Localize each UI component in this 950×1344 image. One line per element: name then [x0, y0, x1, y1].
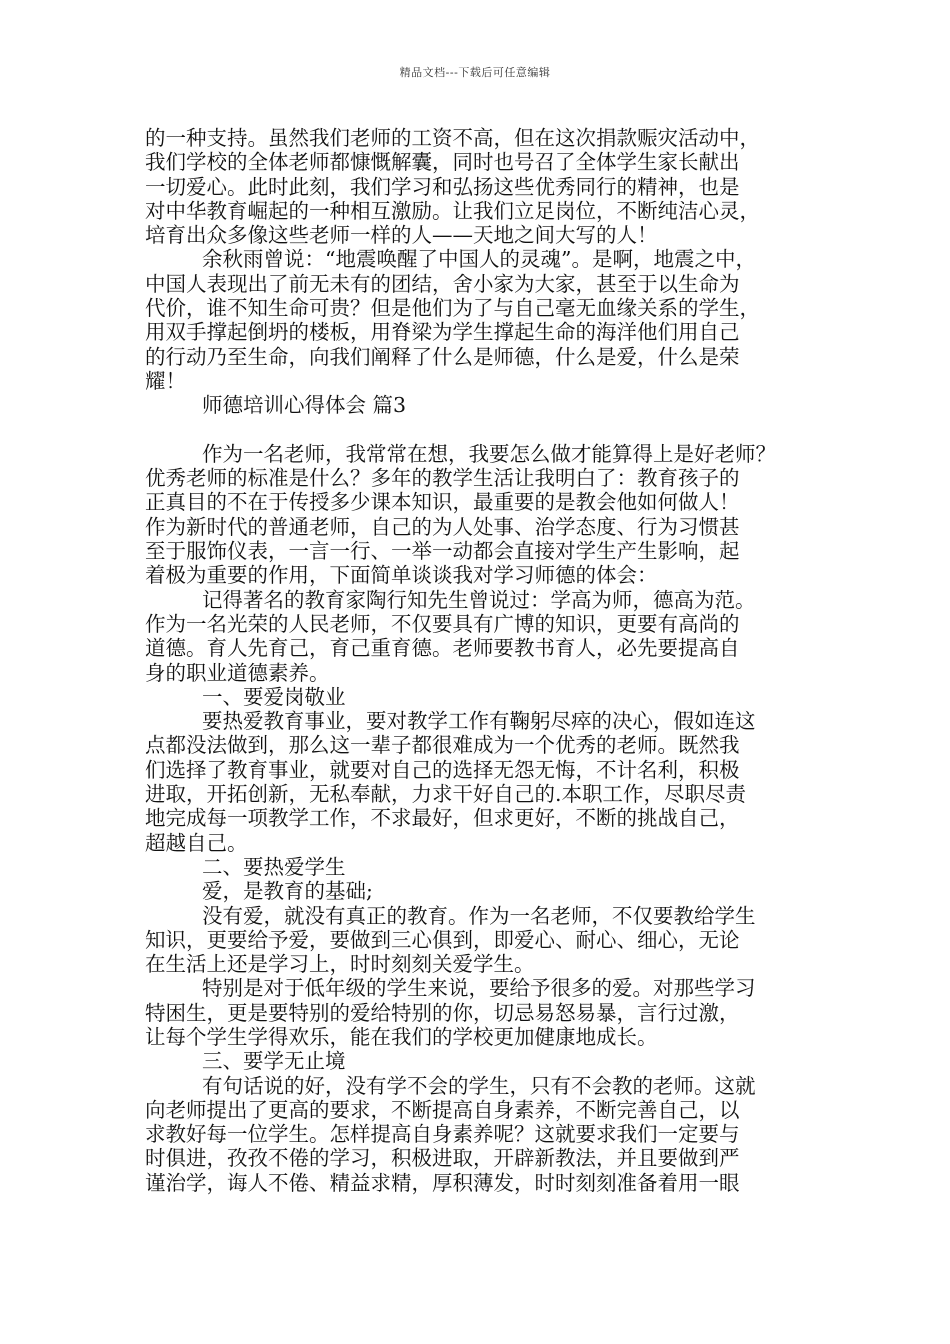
text-line: 用双手撑起倒坍的楼板，用脊梁为学生撑起生命的海洋他们用自己 [145, 320, 740, 345]
text-line: 余秋雨曾说：“地震唤醒了中国人的灵魂”。是啊，地震之中， [202, 247, 756, 272]
text-line: 作为一名光荣的人民老师，不仅要具有广博的知识，更要有高尚的 [145, 611, 740, 636]
page-header: 精品文档---下载后可任意编辑 [399, 66, 551, 79]
blank-line [145, 418, 809, 442]
text-line: 让每个学生学得欢乐，能在我们的学校更加健康地成长。 [145, 1024, 658, 1049]
text-line: 知识，更要给予爱，要做到三心俱到，即爱心、耐心、细心，无论 [145, 927, 740, 952]
text-line: 求教好每一位学生。怎样提高自身素养呢？这就要求我们一定要与 [145, 1122, 740, 1147]
text-line: 三、要学无止境 [202, 1049, 346, 1074]
text-line: 我们学校的全体老师都慷慨解囊，同时也号召了全体学生家长献出 [145, 150, 740, 175]
text-line: 一切爱心。此时此刻，我们学习和弘扬这些优秀同行的精神，也是 [145, 174, 740, 199]
text-line: 谨治学，诲人不倦、精益求精，厚积薄发，时时刻刻准备着用一眼 [145, 1170, 740, 1195]
text-line: 着极为重要的作用，下面简单谈谈我对学习师德的体会： [145, 563, 658, 588]
text-line: 耀！ [145, 368, 186, 393]
text-line: 至于服饰仪表，一言一行、一举一动都会直接对学生产生影响，起 [145, 539, 740, 564]
text-line: 地完成每一项教学工作，不求最好，但求更好，不断的挑战自己， [145, 806, 740, 831]
text-line: 进取，开拓创新，无私奉献，力求干好自己的.本职工作，尽职尽责 [145, 782, 747, 807]
text-line: 向老师提出了更高的要求，不断提高自身素养，不断完善自己，以 [145, 1097, 740, 1122]
text-line: 一、要爱岗敬业 [202, 684, 346, 709]
text-line: 有句话说的好，没有学不会的学生，只有不会教的老师。这就 [202, 1073, 756, 1098]
text-line: 的一种支持。虽然我们老师的工资不高，但在这次捐款赈灾活动中， [145, 126, 760, 150]
text-line: 的行动乃至生命，向我们阐释了什么是师德，什么是爱，什么是荣 [145, 344, 740, 369]
text-line: 特别是对于低年级的学生来说，要给予很多的爱。对那些学习 [202, 976, 756, 1001]
text-line: 作为新时代的普通老师，自己的为人处事、治学态度、行为习惯甚 [145, 514, 740, 539]
text-line: 在生活上还是学习上，时时刻刻关爱学生。 [145, 952, 535, 977]
text-line: 道德。育人先育己，育己重育德。老师要教书育人，必先要提高自 [145, 636, 740, 661]
text-line: 点都没法做到，那么这一辈子都很难成为一个优秀的老师。既然我 [145, 733, 740, 758]
text-line: 没有爱，就没有真正的教育。作为一名老师，不仅要教给学生 [202, 903, 756, 928]
text-line: 师德培训心得体会 篇3 [202, 393, 407, 418]
text-line: 中国人表现出了前无未有的团结，舍小家为大家，甚至于以生命为 [145, 271, 740, 296]
text-line: 正真目的不在于传授多少课本知识，最重要的是教会他如何做人！ [145, 490, 740, 515]
text-line: 代价，谁不知生命可贵？但是他们为了与自己毫无血缘关系的学生， [145, 296, 760, 321]
text-line: 对中华教育崛起的一种相互激励。让我们立足岗位，不断纯洁心灵， [145, 198, 760, 223]
text-line: 要热爱教育事业，要对教学工作有鞠躬尽瘁的决心，假如连这 [202, 709, 756, 734]
text-line: 们选择了教育事业，就要对自己的选择无怨无悔，不计名利，积极 [145, 757, 740, 782]
text-line: 爱，是教育的基础; [202, 879, 373, 904]
text-line: 超越自己。 [145, 830, 248, 855]
text-line: 记得著名的教育家陶行知先生曾说过：学高为师，德高为范。 [202, 587, 756, 612]
text-line: 特困生，更是要特别的爱给特别的你，切忌易怒易暴，言行过激， [145, 1000, 740, 1025]
text-line: 优秀老师的标准是什么？多年的教学生活让我明白了：教育孩子的 [145, 466, 740, 491]
text-line: 二、要热爱学生 [202, 854, 346, 879]
text-line: 作为一名老师，我常常在想，我要怎么做才能算得上是好老师？ [202, 441, 776, 466]
text-line: 身的职业道德素养。 [145, 660, 330, 685]
text-line: 时俱进，孜孜不倦的学习，积极进取，开辟新教法，并且要做到严 [145, 1146, 740, 1171]
document-body [145, 126, 809, 1195]
text-line: 培育出众多像这些老师一样的人——天地之间大写的人！ [145, 223, 658, 248]
